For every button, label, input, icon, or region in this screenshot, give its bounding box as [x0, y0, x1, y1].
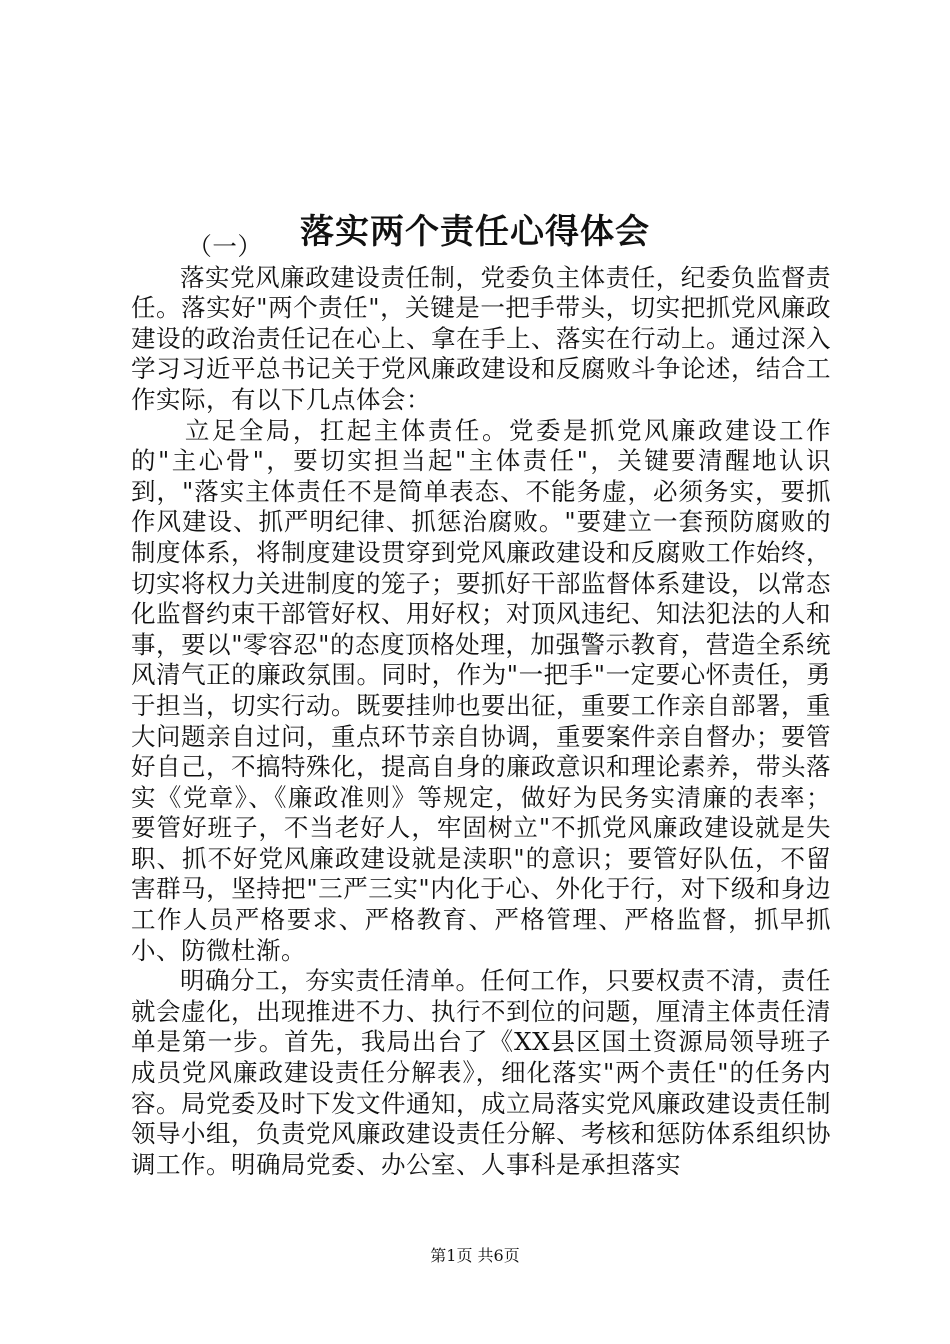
document-title: 落实两个责任心得体会 [300, 211, 650, 252]
paragraph-intro: 落实党风廉政建设责任制，党委负主体责任，纪委负监督责任。落实好"两个责任"，关键是一把手带头，切实把抓党风廉政建设的政治责任记在心上、拿在手上、落实在行动上。通过深入学习习近平总书记关于党风廉政建设和反腐败斗争论述，结合工作实际，有以下几点体会： [131, 262, 831, 414]
paragraph-main-responsibility: 立足全局，扛起主体责任。党委是抓党风廉政建设工作的"主心骨"，要切实担当起"主体责任"，关键要清醒地认识到，"落实主体责任不是简单表态、不能务虚，必须务实，要抓作风建设、抓严明纪律、抓惩治腐败。"要建立一套预防腐败的制度体系，将制度建设贯穿到党风廉政建设和反腐败工作始终，切实将权力关进制度的笼子；要抓好干部监督体系建设，以常态化监督约束干部管好权、用好权；对顶风违纪、知法犯法的人和事，要以"零容忍"的态度顶格处理，加强警示教育，营造全系统风清气正的廉政氛围。同时，作为"一把手"一定要心怀责任，勇于担当，切实行动。既要挂帅也要出征，重要工作亲自部署，重大问题亲自过问，重点环节亲自协调，重要案件亲自督办；要管好自己，不搞特殊化，提高自身的廉政意识和理论素养，带头落实《党章》、《廉政准则》等规定，做好为民务实清廉的表率；要管好班子，不当老好人，牢固树立"不抓党风廉政建设就是失职、抓不好党风廉政建设就是渎职"的意识；要管好队伍，不留害群马，坚持把"三严三实"内化于心、外化于行，对下级和身边工作人员严格要求、严格教育、严格管理、严格监督，抓早抓小、防微杜渐。 [131, 415, 831, 965]
page-footer: 第1页 共6页 [430, 1246, 520, 1265]
paragraph-responsibility-list: 明确分工，夯实责任清单。任何工作，只要权责不清，责任就会虚化，出现推进不力、执行不到位的问题，厘清主体责任清单是第一步。首先，我局出台了《XX县区国土资源局领导班子成员党风廉政建设责任分解表》，细化落实"两个责任"的任务内容。局党委及时下发文件通知，成立局落实党风廉政建设责任制领导小组，负责党风廉政建设责任分解、考核和惩防体系组织协调工作。明确局党委、办公室、人事科是承担落实 [131, 966, 831, 1179]
section-label: （一） [187, 232, 263, 261]
document-body [131, 232, 831, 1180]
